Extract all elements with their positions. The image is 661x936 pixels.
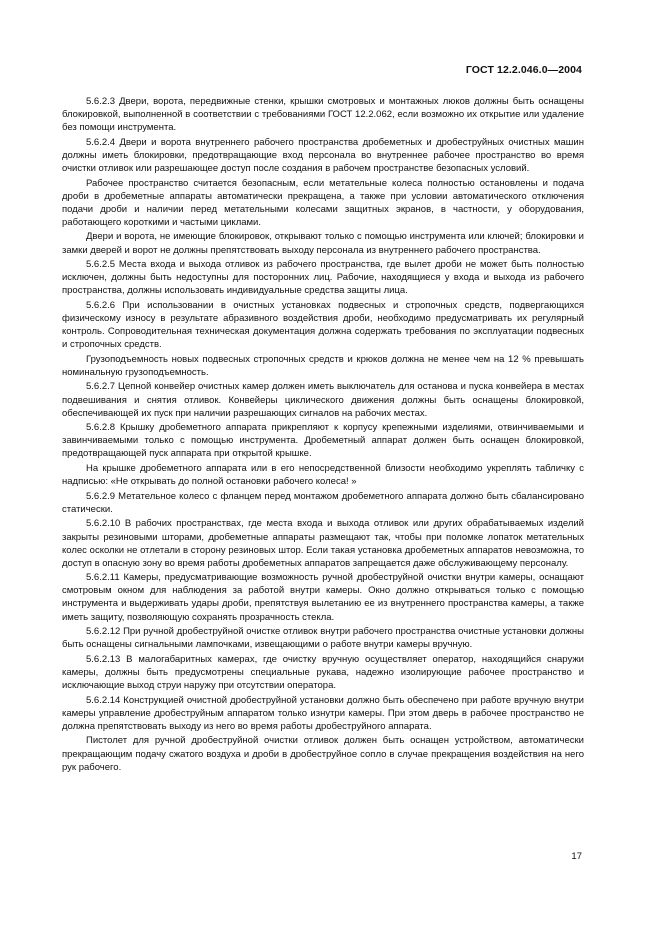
paragraph-5-6-2-4: 5.6.2.4 Двери и ворота внутреннего рабочего пространства дробеметных и дробеструйных очистных машин должны иметь блокировки, предотвращающие вход персонала во внутреннее рабочее пространство во время очистки отливок или разрешающее доступ после создания в рабочем пространстве безопасных условий. [62,136,584,174]
paragraph-5-6-2-10: 5.6.2.10 В рабочих пространствах, где места входа и выхода отливок или других обрабатываемых изделий закрыты резиновыми шторами, дробеметные аппараты размещают так, чтобы при поломке лопаток метательных колес осколки не отлетали в сторону резиновых штор. Если такая установка дробеметных аппаратов невозможна, то доступ в опасную зону во время работы дробеметных аппаратов запрещается даже обслуживающему персоналу. [62,518,584,569]
paragraph-safe-space: Рабочее пространство считается безопасным, если метательные колеса полностью остановлены и подача дроби в дробеметные аппараты автоматически прекращена, а также при условии автоматического отключения подачи дроби и наличии перед метательными колесами защитных экранов, в частности, у оборудования, работающего короткими и частыми циклами. [62,177,584,228]
paragraph-warning-plate: На крышке дробеметного аппарата или в его непосредственной близости необходимо укреплять табличку с надписью: «Не открывать до полной остановки рабочего колеса! » [62,463,584,488]
paragraph-blast-gun: Пистолет для ручной дробеструйной очистки отливок должен быть оснащен устройством, автоматически прекращающим подачу сжатого воздуха и дроби в дробеструйное сопло в случае прекращения воздействия на него рук рабочего. [62,735,584,773]
paragraph-5-6-2-9: 5.6.2.9 Метательное колесо с фланцем перед монтажом дробеметного аппарата должно быть сбалансировано статически. [62,490,584,515]
document-body [62,95,584,775]
paragraph-5-6-2-3: 5.6.2.3 Двери, ворота, передвижные стенки, крышки смотровых и монтажных люков должны быть оснащены блокировкой, выполненной в соответствии с требованиями ГОСТ 12.2.062, если возможно их открытие или удаление без помощи инструмента. [62,96,584,134]
paragraph-5-6-2-14: 5.6.2.14 Конструкцией очистной дробеструйной установки должно быть обеспечено при работе вручную внутри камеры управление дробеструйным аппаратом только изнутри камеры. При этом дверь в рабочее пространство не должна препятствовать выходу из него во время работы дробеструйного аппарата. [62,694,584,732]
paragraph-5-6-2-13: 5.6.2.13 В малогабаритных камерах, где очистку вручную осуществляет оператор, находящийся снаружи камеры, должны быть предусмотрены специальные рукава, надежно изолирующие рабочее пространство и исключающие выход струи наружу при отсутствии оператора. [62,653,584,692]
paragraph-load-capacity: Грузоподъемность новых подвесных стропочных средств и крюков должна не менее чем на 12 % превышать номинальную грузоподъемность. [62,353,584,378]
paragraph-doors-without-locks: Двери и ворота, не имеющие блокировок, открывают только с помощью инструмента или ключей; блокировки и замки дверей и ворот не должны препятствовать выходу персонала из внутреннего рабочего пространства. [62,231,584,256]
paragraph-5-6-2-12: 5.6.2.12 При ручной дробеструйной очистке отливок внутри рабочего пространства очистные установки должны быть оснащены сигнальными лампочками, извещающими о работе внутри камеры вручную. [62,626,584,651]
paragraph-5-6-2-8: 5.6.2.8 Крышку дробеметного аппарата прикрепляют к корпусу крепежными изделиями, отвинчиваемыми и завинчиваемыми только с помощью инструмента. Дробеметный аппарат должен быть оснащен блокировкой, предотвращающей пуск аппарата при открытой крышке. [62,422,584,460]
paragraph-5-6-2-11: 5.6.2.11 Камеры, предусматривающие возможность ручной дробеструйной очистки внутри камеры, оснащают смотровым окном для наблюдения за работой внутри камеры. Окно должно открываться только с помощью инструмента и выдерживать удары дроби, препятствуя вылетанию ее из внутреннего пространства камеры, а также иметь защиту, позволяющую сохранять прозрачность стекла. [62,572,584,623]
page-number: 17 [571,851,582,862]
document-header: ГОСТ 12.2.046.0—2004 [465,64,582,76]
paragraph-5-6-2-6: 5.6.2.6 При использовании в очистных установках подвесных и стропочных средств, подвергающихся физическому износу в результате абразивного воздействия дроби, необходимо предусматривать их регулярный контроль. Сопроводительная техническая документация должна содержать требования по эксплуатации подвесных и стропочных средств. [62,299,584,351]
paragraph-5-6-2-5: 5.6.2.5 Места входа и выхода отливок из рабочего пространства, где вылет дроби не может быть полностью исключен, должны быть недоступны для посторонних лиц. Рабочие, находящиеся у входа и выхода из рабочего пространства, должны использовать индивидуальные средства защиты лица. [62,259,584,297]
paragraph-5-6-2-7: 5.6.2.7 Цепной конвейер очистных камер должен иметь выключатель для останова и пуска конвейера в местах подвешивания и снятия отливок. Конвейеры циклического движения должны быть оснащены блокировкой, обеспечивающей их пуск при наличии разрешающих сигналов на рабочих местах. [62,381,584,419]
